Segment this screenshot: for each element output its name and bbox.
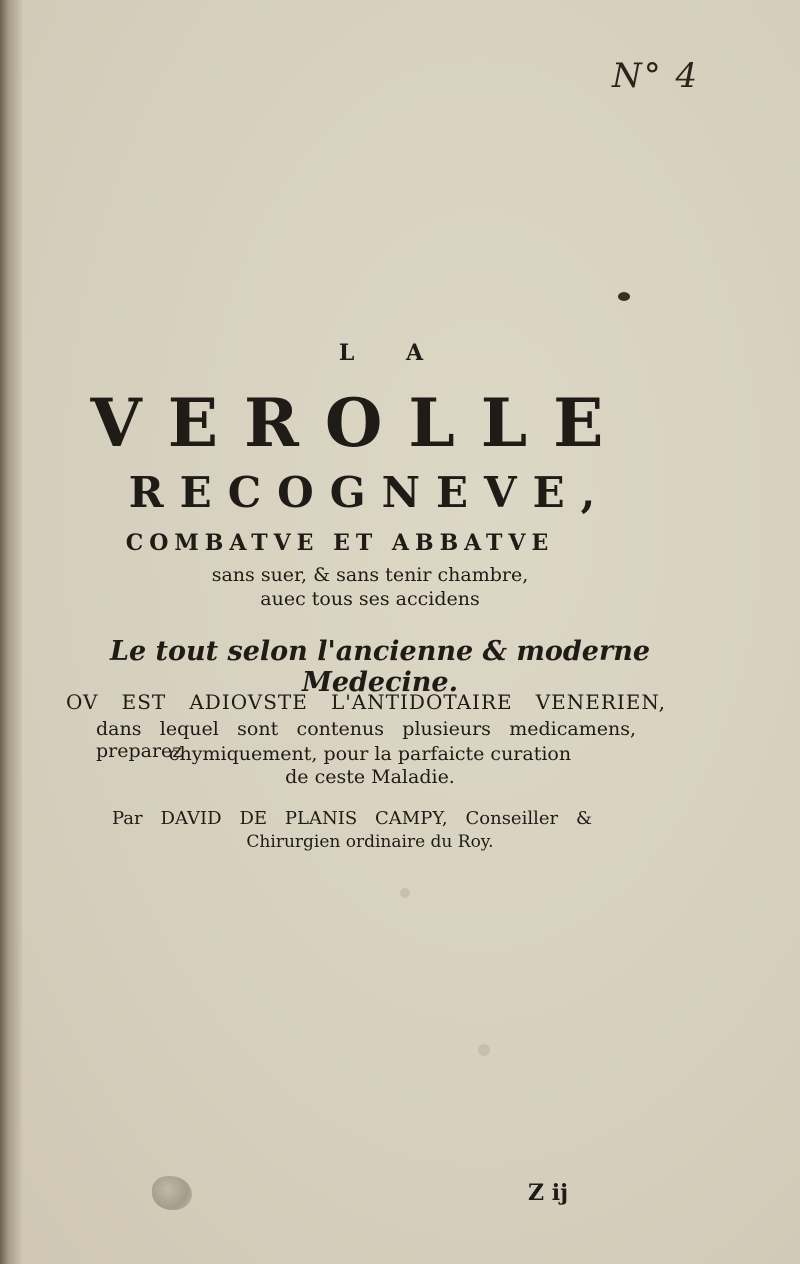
- paper-stain: [478, 1044, 490, 1056]
- author-line: Par DAVID DE PLANIS CAMPY, Conseiller &: [112, 808, 592, 829]
- title-main: VEROLLE: [90, 384, 630, 462]
- subtitle-medecine: Le tout selon l'ancienne & moderne Medecine.: [109, 636, 651, 698]
- book-spine-shadow: [0, 0, 22, 1264]
- title-combat: COMBATVE ET ABBATVE: [125, 530, 555, 556]
- addition-line-1: dans lequel sont contenus plusieurs medicamens, preparez: [96, 718, 636, 762]
- author-title: Chirurgien ordinaire du Roy.: [246, 832, 494, 852]
- manuscript-note: N° 4: [612, 56, 700, 96]
- addition-line-2: chymiquement, pour la parfaicte curation: [168, 743, 572, 765]
- paper-stain: [400, 888, 410, 898]
- line-accidens: auec tous ses accidens: [260, 588, 480, 610]
- addition-line-3: de ceste Maladie.: [285, 766, 455, 788]
- addition-heading: OV EST ADIOVSTE L'ANTIDOTAIRE VENERIEN,: [66, 690, 666, 714]
- library-stamp: [152, 1176, 192, 1210]
- ink-blot: [618, 292, 630, 301]
- title-sub: RECOGNEVE,: [128, 468, 612, 517]
- line-sans-suer: sans suer, & sans tenir chambre,: [211, 564, 529, 586]
- signature-mark: Z ij: [528, 1180, 569, 1206]
- title-la: L A: [338, 340, 446, 366]
